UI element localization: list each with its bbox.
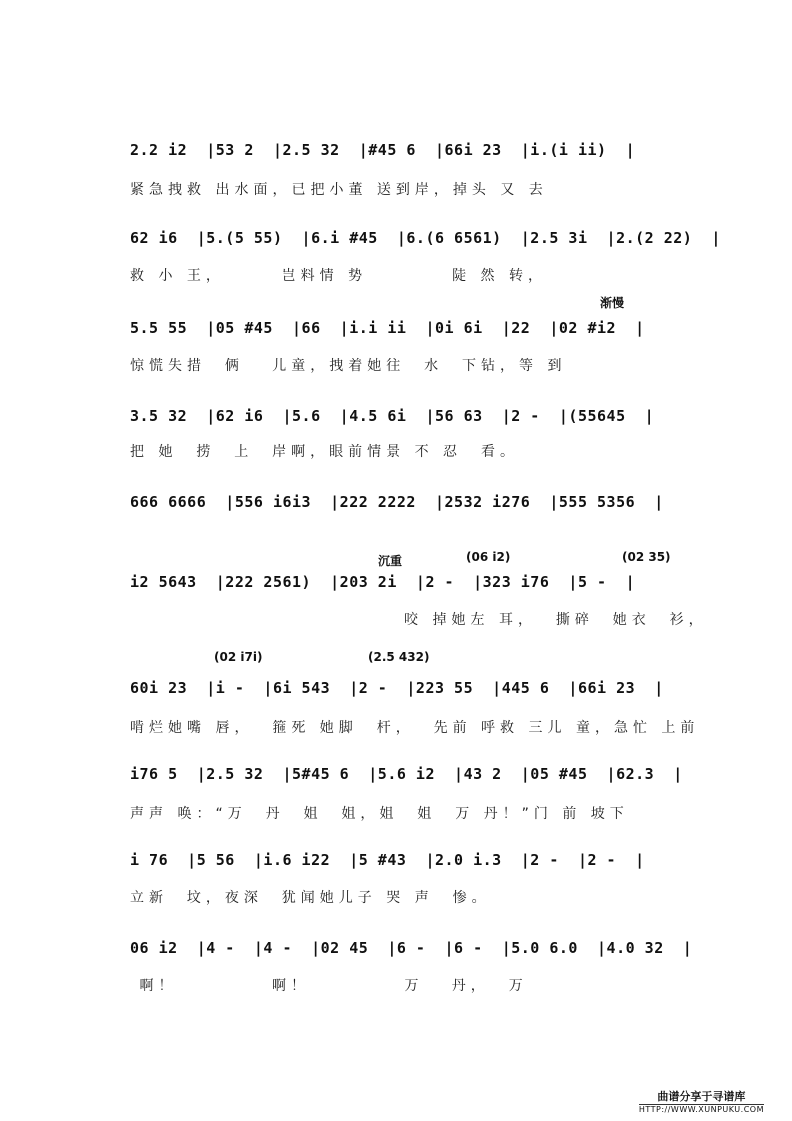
score-line-7 <box>0 674 792 706</box>
lyrics-line-10: 啊！ 啊！ 万 丹， 万 <box>130 978 528 994</box>
heavy-annotation: 沉重 <box>378 554 403 568</box>
paren-annotation-2: (02 35) <box>622 550 671 564</box>
tempo-slow-annotation: 渐慢 <box>600 296 625 310</box>
score-line-5 <box>0 488 792 520</box>
footer-url[interactable]: HTTP://WWW.XUNPUKU.COM <box>638 1105 764 1114</box>
lyrics-line-8: 声声 唤：“万 丹 姐 姐，姐 姐 万 丹！”门 前 坡下 <box>130 806 629 822</box>
footer-watermark <box>639 1088 764 1114</box>
notes-line-7: 60i 23 |i - |6i 543 |2 - |223 55 |445 6 |66i 23 | <box>130 679 664 697</box>
notes-line-8: i76 5 |2.5 32 |5#45 6 |5.6 i2 |43 2 |05 #45 |62.3 | <box>130 765 683 783</box>
score-line-10 <box>0 934 792 966</box>
notes-line-4: 3.5 32 |62 i6 |5.6 |4.5 6i |56 63 |2 - |(55645 | <box>130 407 655 425</box>
lyrics-line-9: 立新 坟，夜深 犹闻她儿子 哭 声 惨。 <box>130 890 491 906</box>
paren-annotation-4: (2.5 432) <box>368 650 430 664</box>
score-line-8 <box>0 760 792 792</box>
score-line-6 <box>0 568 792 600</box>
score-line-1 <box>0 136 792 168</box>
notes-line-6: i2 5643 |222 2561) |203 2i |2 - |323 i76 |5 - | <box>130 573 636 591</box>
notes-line-1: 2.2 i2 |53 2 |2.5 32 |#45 6 |66i 23 |i.(i ii) | <box>130 141 636 159</box>
notes-line-10: 06 i2 |4 - |4 - |02 45 |6 - |6 - |5.0 6.0 |4.0 32 | <box>130 939 693 957</box>
notes-line-9: i 76 |5 56 |i.6 i22 |5 #43 |2.0 i.3 |2 - |2 - | <box>130 851 645 869</box>
paren-annotation-1: (06 i2) <box>466 550 511 564</box>
score-line-9 <box>0 846 792 878</box>
paren-annotation-3: (02 i7i) <box>214 650 263 664</box>
notes-line-2: 62 i6 |5.(5 55) |6.i #45 |6.(6 6561) |2.5 3i |2.(2 22) | <box>130 229 721 247</box>
lyrics-line-1: 紧急拽救 出水面，已把小董 送到岸，掉头 又 去 <box>130 182 548 198</box>
lyrics-line-2: 救 小 王， 岂料情 势 陡 然 转， <box>130 268 548 284</box>
score-line-3 <box>0 314 792 346</box>
notes-line-5: 666 6666 |556 i6i3 |222 2222 |2532 i276 |555 5356 | <box>130 493 664 511</box>
footer-site-name: 曲谱分享于寻谱库 <box>657 1090 746 1103</box>
score-line-2 <box>0 224 792 256</box>
lyrics-line-6: 咬 掉她左 耳， 撕碎 她衣 衫， <box>130 612 708 628</box>
score-line-4 <box>0 402 792 434</box>
lyrics-line-7: 啃烂她嘴 唇， 箍死 她脚 杆， 先前 呼救 三儿 童，急忙 上前 <box>130 720 700 736</box>
lyrics-line-3: 惊慌失措 俩 儿童，拽着她往 水 下钻，等 到 <box>130 358 567 374</box>
notes-line-3: 5.5 55 |05 #45 |66 |i.i ii |0i 6i |22 |02 #i2 | <box>130 319 645 337</box>
lyrics-line-4: 把 她 捞 上 岸啊，眼前情景 不 忍 看。 <box>130 444 519 460</box>
